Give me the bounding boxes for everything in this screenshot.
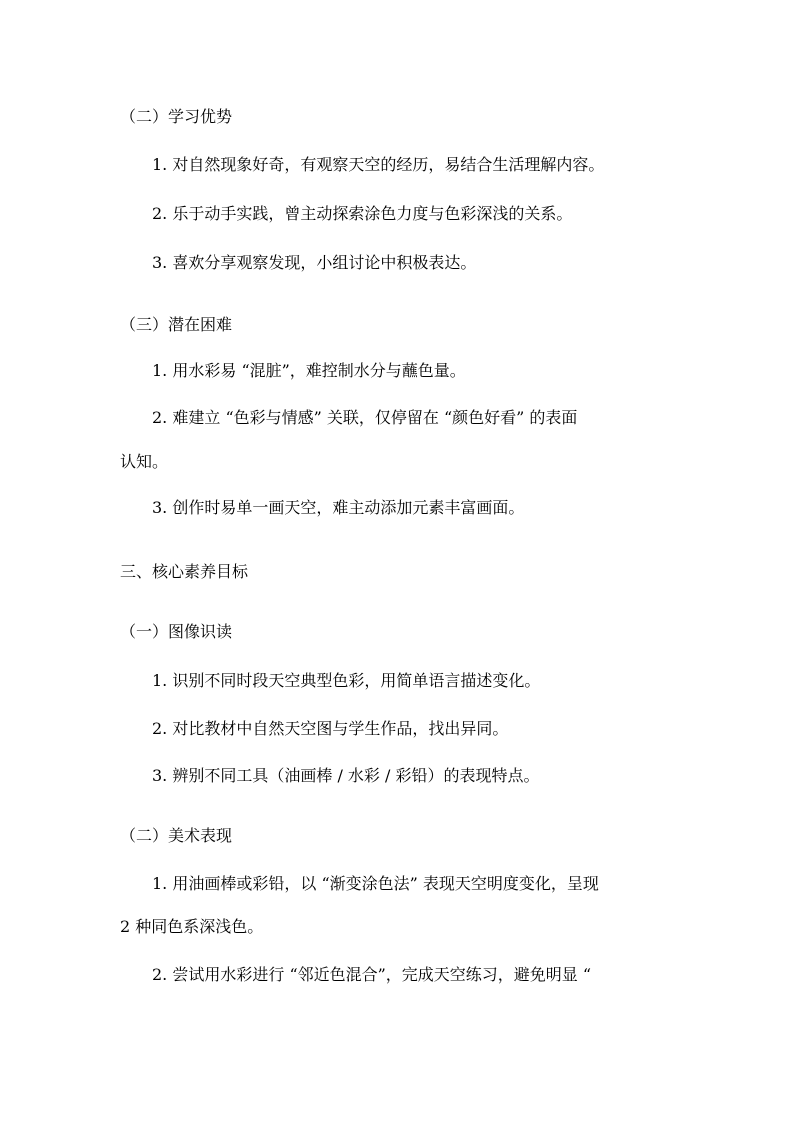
list-item: 3. 喜欢分享观察发现，小组讨论中积极表达。 bbox=[152, 253, 477, 272]
list-item: 2. 尝试用水彩进行 “邻近色混合”，完成天空练习，避免明显 “ bbox=[152, 965, 592, 984]
list-item: 1. 用油画棒或彩铅，以 “渐变涂色法” 表现天空明度变化，呈现 bbox=[152, 874, 599, 893]
list-item-continuation: 认知。 bbox=[120, 452, 169, 471]
list-item: 3. 创作时易单一画天空，难主动添加元素丰富画面。 bbox=[152, 498, 525, 517]
heading-potential-difficulties: （三）潜在困难 bbox=[120, 315, 233, 334]
heading-learning-advantages: （二）学习优势 bbox=[120, 107, 233, 126]
list-item: 1. 用水彩易 “混脏”，难控制水分与蘸色量。 bbox=[152, 361, 466, 380]
list-item: 2. 难建立 “色彩与情感” 关联，仅停留在 “颜色好看” 的表面 bbox=[152, 408, 578, 427]
list-item: 1. 识别不同时段天空典型色彩，用简单语言描述变化。 bbox=[152, 671, 541, 690]
list-item: 3. 辨别不同工具（油画棒 / 水彩 / 彩铅）的表现特点。 bbox=[152, 766, 540, 785]
heading-core-literacy-goals: 三、核心素养目标 bbox=[120, 562, 249, 581]
list-item: 2. 对比教材中自然天空图与学生作品，找出异同。 bbox=[152, 719, 509, 738]
heading-art-expression: （二）美术表现 bbox=[120, 826, 233, 845]
list-item-continuation: 2 种同色系深浅色。 bbox=[120, 917, 264, 936]
list-item: 1. 对自然现象好奇，有观察天空的经历，易结合生活理解内容。 bbox=[152, 155, 605, 174]
list-item: 2. 乐于动手实践，曾主动探索涂色力度与色彩深浅的关系。 bbox=[152, 204, 573, 223]
heading-image-reading: （一）图像识读 bbox=[120, 622, 233, 641]
